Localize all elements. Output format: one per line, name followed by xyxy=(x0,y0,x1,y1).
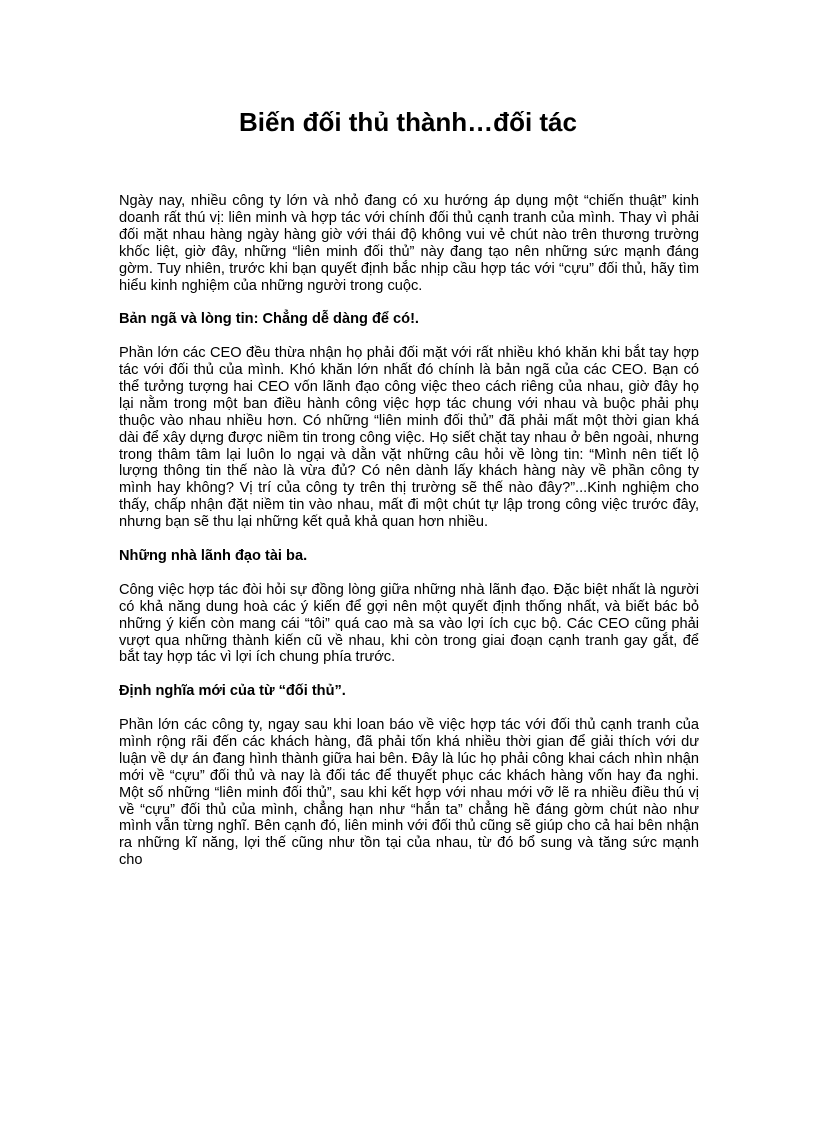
section-heading-new-definition: Định nghĩa mới của từ “đối thủ”. xyxy=(119,683,346,700)
intro-paragraph: Ngày nay, nhiều công ty lớn và nhỏ đang có xu hướng áp dụng một “chiến thuật” kinh doanh rất thú vị: liên minh và hợp tác với chính đối thủ cạnh tranh của mình. Thay vì phải đối mặt nhau hàng ngày hàng giờ với thái độ không vui vẻ chút nào trên thương trường khốc liệt, giờ đây, những “liên minh đối thủ” này đang tạo nên những sức mạnh đáng gờm. Tuy nhiên, trước khi bạn quyết định bắc nhịp cầu hợp tác với “cựu” đối thủ, hãy tìm hiểu kinh nghiệm của những người trong cuộc. xyxy=(119,193,699,294)
document-title: Biến đối thủ thành…đối tác xyxy=(239,107,577,137)
section-heading-leaders: Những nhà lãnh đạo tài ba. xyxy=(119,547,308,564)
new-definition-paragraph: Phần lớn các công ty, ngay sau khi loan báo về việc hợp tác với đối thủ cạnh tranh của mình rộng rãi đến các khách hàng, đã phải tốn khá nhiều thời gian để giải thích với dư luận về dự án đang hình thành giữa hai bên. Đây là lúc họ phải công khai cách nhìn nhận mới về “cựu” đối thủ và nay là đối tác để thuyết phục các khách hàng vốn hay đa nghi. Một số những “liên minh đối thủ”, sau khi kết hợp với nhau mới vỡ lẽ ra nhiều điều thú vị về “cựu” đối thủ của mình, chẳng hạn như “hắn ta” chẳng hề đáng gờm chút nào như mình vẫn từng nghĩ. Bên cạnh đó, liên minh với đối thủ cũng sẽ giúp cho cả hai bên nhận ra những kĩ năng, lợi thế cũng như tồn tại của nhau, từ đó bổ sung và tăng sức mạnh cho xyxy=(119,717,699,869)
ego-trust-paragraph: Phần lớn các CEO đều thừa nhận họ phải đối mặt với rất nhiều khó khăn khi bắt tay hợp tác với đối thủ của mình. Khó khăn lớn nhất đó chính là bản ngã của các CEO. Bạn có thể tưởng tượng hai CEO vốn lãnh đạo công việc theo cách riêng của nhau, giờ đây họ lại nằm trong một ban điều hành công việc hợp tác chung với nhau và buộc phải phụ thuộc vào nhau nhiều hơn. Có những “liên minh đối thủ” đã phải mất một thời gian khá dài để xây dựng được niềm tin trong công việc. Họ siết chặt tay nhau ở bên ngoài, nhưng trong thâm tâm lại luôn lo ngại và dằn vặt những câu hỏi về lòng tin: “Mình nên tiết lộ lượng thông tin thế nào là vừa đủ? Có nên dành lấy khách hàng này về phần công ty mình hay không? Vị trí của công ty trên thị trường sẽ thế nào đây?”...Kinh nghiệm cho thấy, chấp nhận đặt niềm tin vào nhau, mất đi một chút tự lập trong công việc trước đây, nhưng bạn sẽ thu lại những kết quả khả quan hơn nhiều. xyxy=(119,345,699,531)
leaders-paragraph: Công việc hợp tác đòi hỏi sự đồng lòng giữa những nhà lãnh đạo. Đặc biệt nhất là người có khả năng dung hoà các ý kiến để gợi nên một quyết định thống nhất, và biết bác bỏ những ý kiến còn mang cái “tôi” quá cao mà sa vào lợi ích cục bộ. Các CEO cũng phải vượt qua những thành kiến cũ về nhau, khi còn trong giai đoạn cạnh tranh gay gắt, để bắt tay hợp tác vì lợi ích chung phía trước. xyxy=(119,581,699,666)
section-heading-ego-trust: Bản ngã và lòng tin: Chẳng dễ dàng để có!. xyxy=(119,311,419,328)
document-body xyxy=(119,193,699,886)
